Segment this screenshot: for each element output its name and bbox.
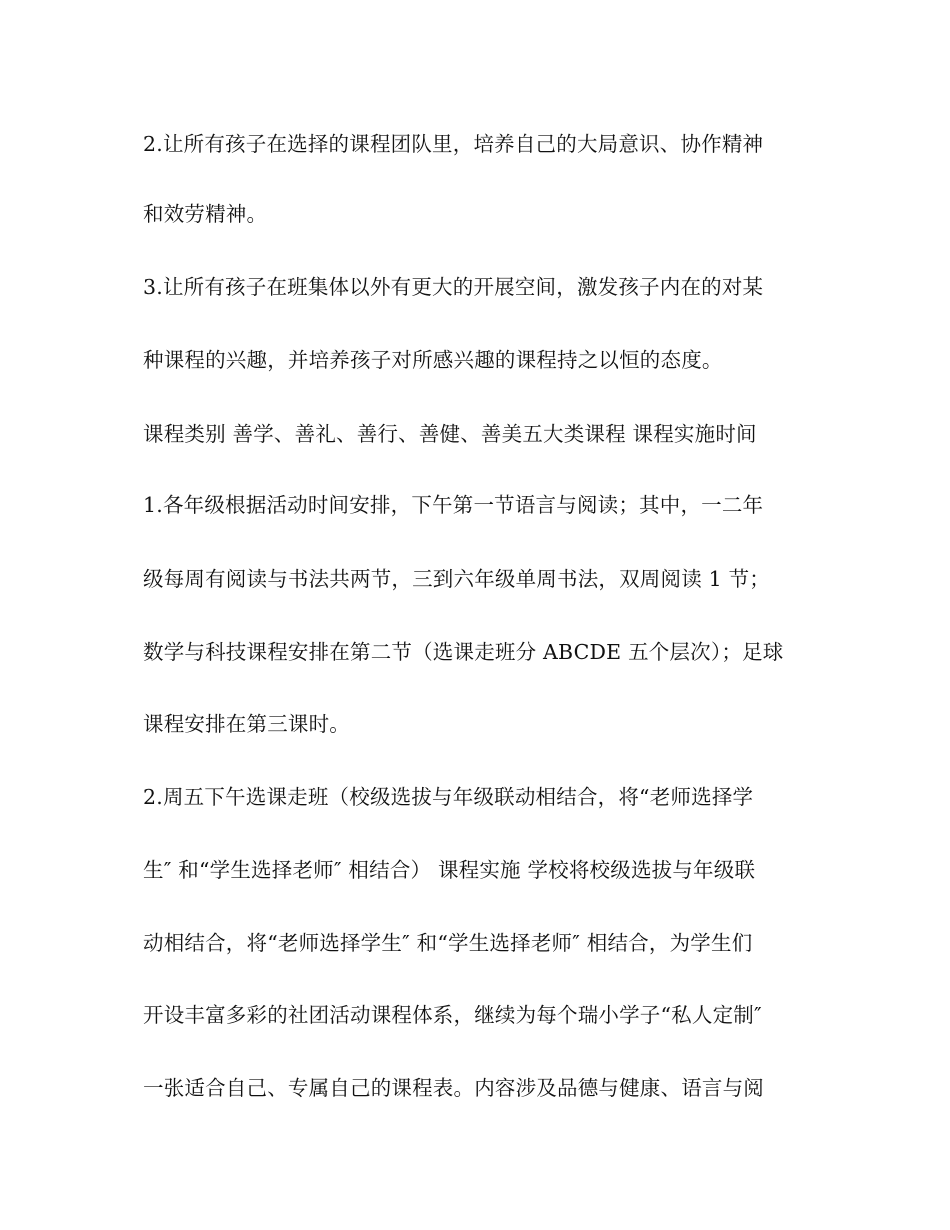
text-line: 生″ 和“学生选择老师″ 相结合） 课程实施 学校将校级选拔与年级联 xyxy=(143,858,756,882)
text-line: 和效劳精神。 xyxy=(143,202,268,226)
text-line: 课程类别 善学、善礼、善行、善健、善美五大类课程 课程实施时间 xyxy=(143,422,757,446)
text-line: 课程安排在第三课时。 xyxy=(143,712,350,736)
text-line: 动相结合，将“老师选择学生″ 和“学生选择老师″ 相结合，为学生们 xyxy=(143,931,753,955)
text-line: 一张适合自己、专属自己的课程表。内容涉及品德与健康、语言与阅 xyxy=(143,1076,764,1100)
text-line: 2.让所有孩子在选择的课程团队里，培养自己的大局意识、协作精神 xyxy=(143,132,764,156)
text-line: 种课程的兴趣，并培养孩子对所感兴趣的课程持之以恒的态度。 xyxy=(143,348,723,372)
text-line: 数学与科技课程安排在第二节（选课走班分 ABCDE 五个层次）；足球 xyxy=(143,640,784,664)
text-line: 开设丰富多彩的社团活动课程体系，继续为每个瑞小学子“私人定制″ xyxy=(143,1003,762,1027)
text-line: 2.周五下午选课走班（校级选拔与年级联动相结合，将“老师选择学 xyxy=(143,785,754,809)
text-line: 1.各年级根据活动时间安排，下午第一节语言与阅读；其中，一二年 xyxy=(143,493,764,517)
text-line: 3.让所有孩子在班集体以外有更大的开展空间，激发孩子内在的对某 xyxy=(143,275,764,299)
text-line: 级每周有阅读与书法共两节，三到六年级单周书法，双周阅读 1 节； xyxy=(143,567,770,591)
